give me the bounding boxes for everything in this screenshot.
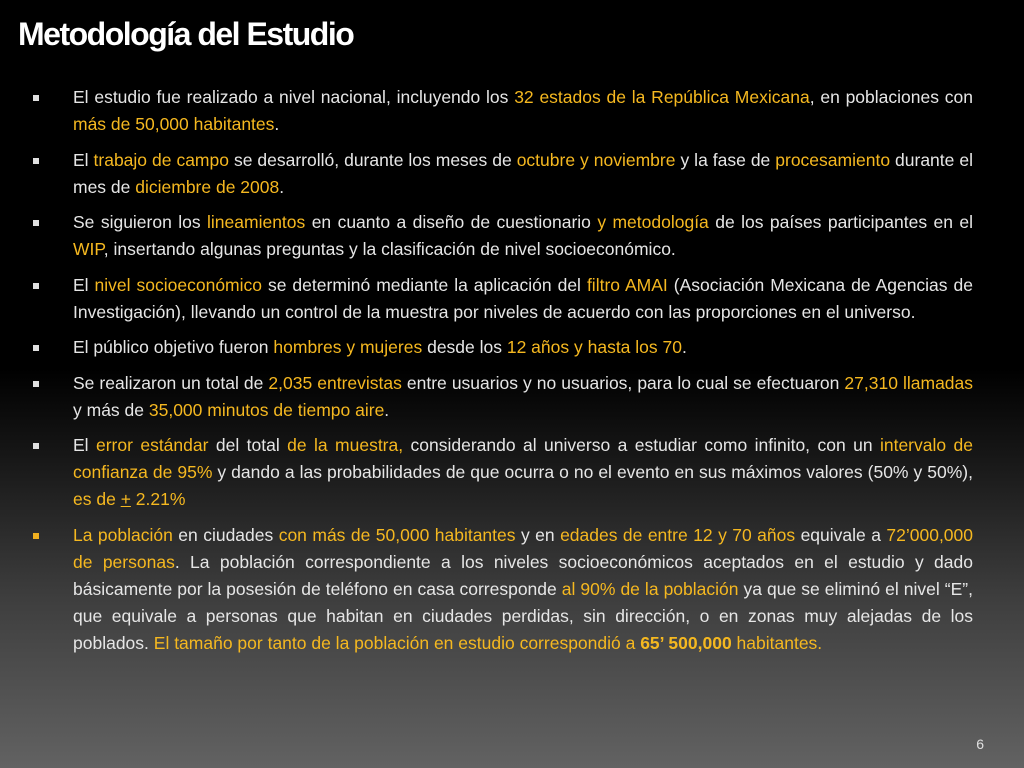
highlighted-text: 32 estados de la República Mexicana bbox=[514, 87, 810, 107]
bullet-item bbox=[28, 272, 973, 326]
highlighted-text: lineamientos bbox=[207, 212, 306, 232]
highlighted-text: de la muestra, bbox=[287, 435, 404, 455]
highlighted-text: es de bbox=[73, 489, 121, 509]
text-segment: Se realizaron un total de bbox=[73, 372, 269, 393]
text-segment: . bbox=[681, 337, 687, 357]
highlighted-text: y metodología bbox=[597, 212, 709, 232]
text-segment: durante el mes de bbox=[73, 149, 973, 197]
text-segment: de los países participantes en el bbox=[708, 212, 973, 232]
square-bullet-icon bbox=[33, 381, 39, 387]
text-segment: El estudio fue realizado a nivel nacional, incluyendo los bbox=[73, 87, 515, 107]
text-segment: Se siguieron los bbox=[73, 212, 208, 232]
text-segment: entre usuarios y no usuarios, para lo cual se efectuaron bbox=[401, 372, 845, 393]
highlighted-text: más de 50,000 habitantes bbox=[73, 114, 275, 134]
highlighted-text: 72’000,000 de personas bbox=[73, 524, 974, 572]
text-segment: (Asociación Mexicana de Agencias de Investigación), llevando un control de la muestra por niveles de acuerdo con las proporciones en el universo. bbox=[73, 274, 973, 322]
square-bullet-icon bbox=[33, 220, 39, 226]
highlighted-text: hombres y mujeres bbox=[273, 337, 423, 357]
text-segment: considerando al universo a estudiar como infinito, con un bbox=[403, 435, 880, 455]
highlighted-text: + bbox=[120, 489, 131, 509]
bullet-item bbox=[28, 522, 973, 657]
highlighted-text: con más de 50,000 habitantes bbox=[278, 524, 516, 545]
text-segment: El bbox=[73, 435, 96, 455]
bullet-text bbox=[73, 337, 687, 357]
highlighted-text: WIP bbox=[73, 239, 104, 259]
bullet-item bbox=[28, 370, 973, 424]
bullet-item bbox=[28, 84, 973, 138]
highlighted-text: error estándar bbox=[95, 435, 209, 455]
highlighted-text: 35,000 minutos de tiempo aire bbox=[148, 399, 385, 420]
bullet-text bbox=[73, 87, 973, 134]
text-segment: desde los bbox=[422, 337, 507, 357]
text-segment: y en bbox=[515, 524, 561, 545]
square-bullet-icon bbox=[33, 95, 39, 101]
text-segment: y más de bbox=[73, 399, 149, 420]
square-bullet-icon bbox=[33, 443, 39, 449]
highlighted-text: intervalo de confianza de 95% bbox=[73, 435, 973, 482]
bullet-text bbox=[73, 373, 973, 420]
bullet-item bbox=[28, 209, 973, 263]
text-segment: . bbox=[274, 114, 280, 134]
text-segment: El público objetivo fueron bbox=[73, 337, 274, 357]
text-segment: El bbox=[73, 149, 94, 170]
bullet-list bbox=[28, 84, 973, 665]
page-number: 6 bbox=[976, 736, 984, 752]
highlighted-text: procesamiento bbox=[775, 149, 891, 170]
highlighted-text: 2.21% bbox=[130, 489, 186, 509]
highlighted-text: 12 años y hasta los 70 bbox=[506, 337, 682, 357]
highlighted-text: al 90% de la población bbox=[561, 578, 739, 599]
slide-title: Metodología del Estudio bbox=[18, 16, 354, 52]
square-bullet-icon bbox=[33, 283, 39, 289]
highlighted-text: 27,310 llamadas bbox=[844, 372, 974, 393]
bullet-text bbox=[73, 275, 973, 322]
text-segment: equivale a bbox=[795, 524, 887, 545]
square-bullet-icon bbox=[33, 158, 39, 164]
highlighted-text: El tamaño por tanto de la población en estudio correspondió a bbox=[153, 632, 641, 653]
text-segment: . bbox=[384, 399, 390, 420]
bullet-text bbox=[73, 212, 973, 259]
text-segment: ya que se eliminó el nivel “E”, que equivale a personas que habitan en ciudades perdidas, sin dirección, o en zonas muy alejadas de los poblados. bbox=[73, 578, 973, 653]
bullet-text bbox=[73, 525, 973, 653]
bullet-item bbox=[28, 334, 973, 361]
text-segment: . La población correspondiente a los niveles socioeconómicos aceptados en el estudio y dado básicamente por la posesión de teléfono en casa corresponde bbox=[73, 551, 973, 599]
highlighted-text: habitantes. bbox=[731, 632, 823, 653]
bullet-item bbox=[28, 432, 973, 513]
highlighted-text: diciembre de 2008 bbox=[135, 176, 280, 197]
text-segment: . bbox=[279, 176, 285, 197]
highlighted-text: 2,035 entrevistas bbox=[268, 372, 402, 393]
text-segment: y dando a las probabilidades de que ocurra o no el evento en sus máximos valores (50% y 50%), bbox=[212, 462, 973, 482]
bullet-text bbox=[73, 435, 973, 509]
highlighted-text: filtro AMAI bbox=[586, 274, 668, 295]
bullet-item bbox=[28, 147, 973, 201]
highlighted-text: trabajo de campo bbox=[93, 149, 229, 170]
bullet-text bbox=[73, 150, 973, 197]
square-bullet-icon bbox=[33, 345, 39, 351]
text-segment: del total bbox=[208, 435, 288, 455]
highlighted-text: edades de entre 12 y 70 años bbox=[560, 524, 796, 545]
text-segment: en cuanto a diseño de cuestionario bbox=[305, 212, 598, 232]
highlighted-text: octubre y noviembre bbox=[516, 149, 676, 170]
text-segment: y la fase de bbox=[675, 149, 776, 170]
text-segment: se desarrolló, durante los meses de bbox=[228, 149, 517, 170]
text-segment: se determinó mediante la aplicación del bbox=[262, 274, 587, 295]
highlighted-text: La población bbox=[73, 524, 173, 545]
text-segment: , insertando algunas preguntas y la clasificación de nivel socioeconómico. bbox=[103, 239, 676, 259]
square-bullet-icon bbox=[33, 533, 39, 539]
text-segment: , en poblaciones con bbox=[809, 87, 973, 107]
highlighted-text: nivel socioeconómico bbox=[94, 274, 262, 295]
text-segment: El bbox=[73, 274, 95, 295]
highlighted-text: 65’ 500,000 bbox=[640, 632, 732, 653]
text-segment: en ciudades bbox=[172, 524, 279, 545]
